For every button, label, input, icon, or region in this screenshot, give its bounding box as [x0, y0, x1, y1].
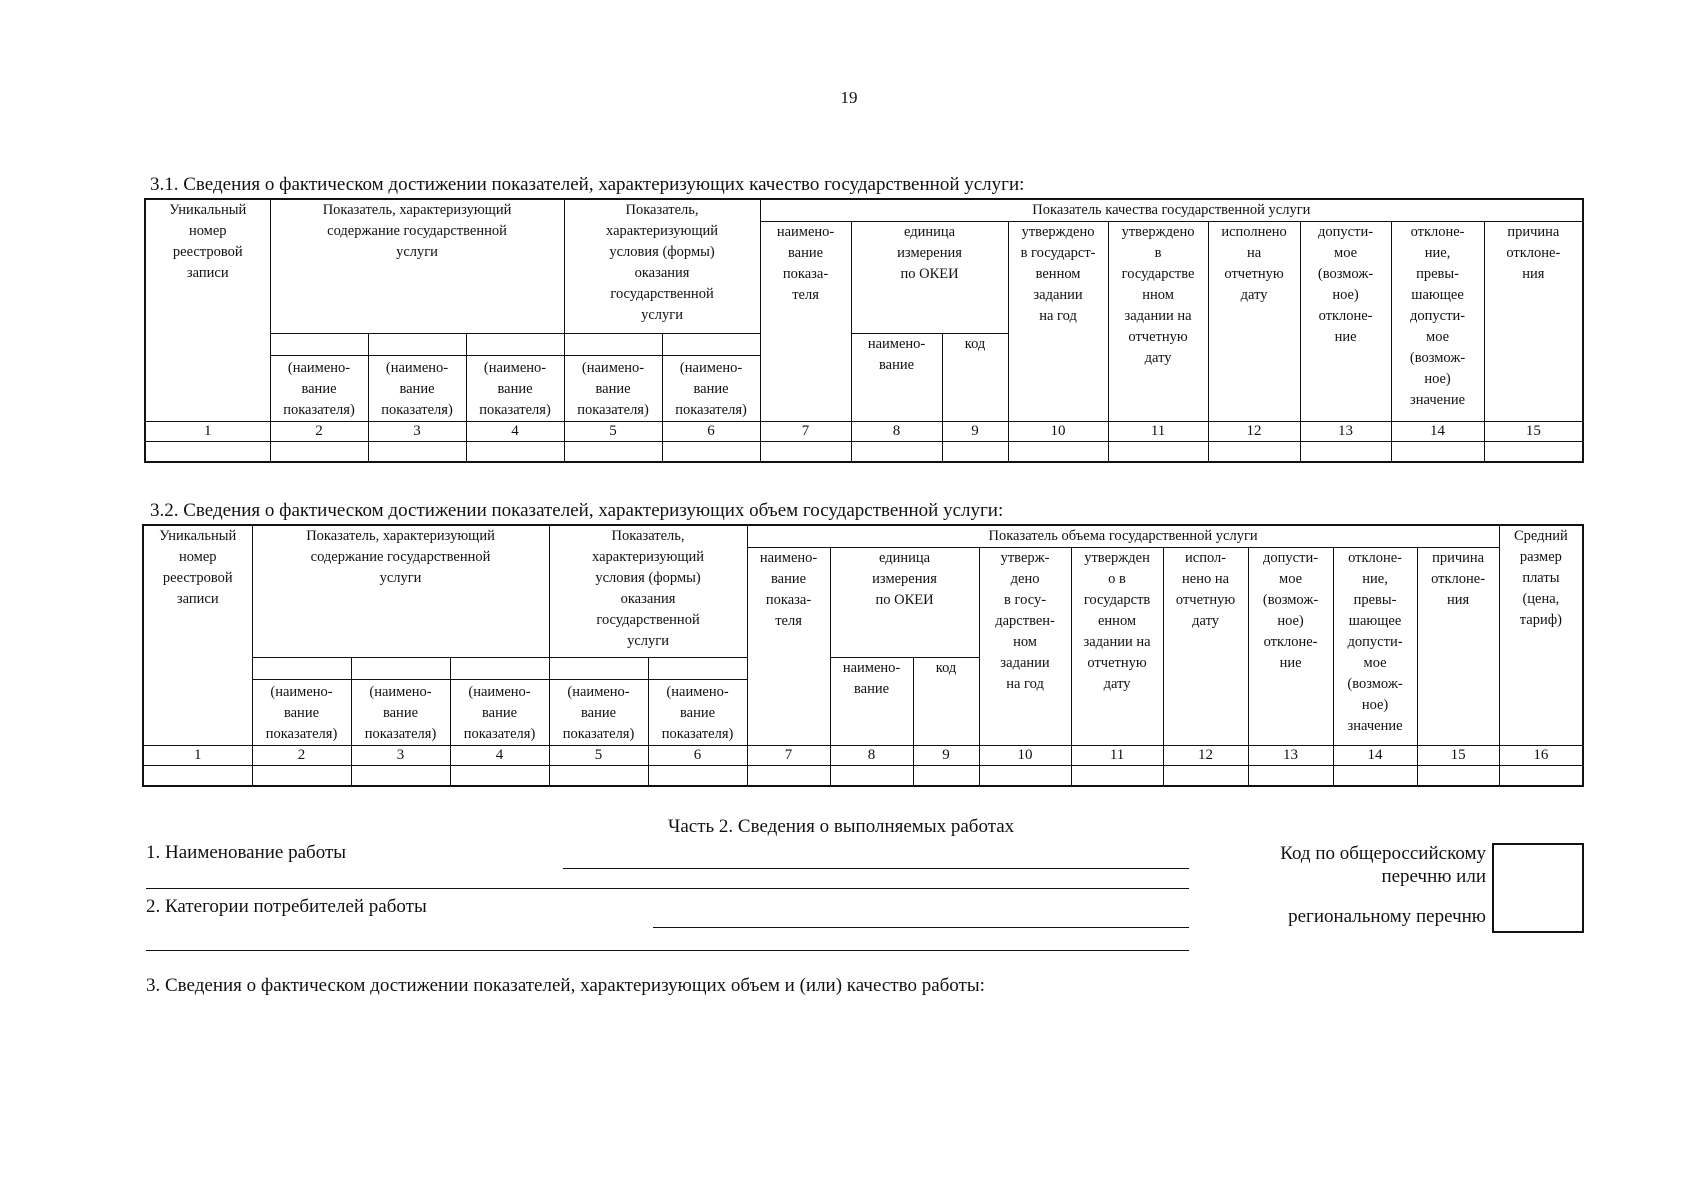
column-number: 1 [145, 422, 270, 442]
page-number: 19 [840, 88, 858, 107]
empty-cell [270, 334, 368, 356]
header-sub-indicator: (наимено- вание показателя) [549, 680, 648, 746]
data-cell[interactable] [1499, 766, 1583, 786]
data-cell[interactable] [1208, 442, 1300, 462]
column-number: 16 [1499, 746, 1583, 766]
column-number: 7 [747, 746, 830, 766]
data-cell[interactable] [351, 766, 450, 786]
column-number: 3 [351, 746, 450, 766]
column-number: 15 [1484, 422, 1583, 442]
header-unit-code: код [942, 334, 1008, 422]
column-number: 8 [851, 422, 942, 442]
column-number: 12 [1208, 422, 1300, 442]
header-unit-name: наимено- вание [851, 334, 942, 422]
data-cell[interactable] [1071, 766, 1163, 786]
header-sub-indicator: (наимено- вание показателя) [662, 356, 760, 422]
empty-cell [466, 334, 564, 356]
header-approved-date: утвержден о в государств енном задании на отчетную дату [1071, 548, 1163, 746]
empty-cell [662, 334, 760, 356]
data-cell[interactable] [1008, 442, 1108, 462]
data-cell[interactable] [145, 442, 270, 462]
work-name-field[interactable] [563, 868, 1189, 869]
header-excess-deviation: отклоне- ние, превы- шающее допусти- мое (возмож- ное) значение [1391, 222, 1484, 422]
data-cell[interactable] [942, 442, 1008, 462]
data-cell[interactable] [368, 442, 466, 462]
header-sub-indicator: (наимено- вание показателя) [351, 680, 450, 746]
header-indicator-name: наимено- вание показа- теля [747, 548, 830, 746]
column-number: 13 [1300, 422, 1391, 442]
header-unit-okei: единица измерения по ОКЕИ [830, 548, 979, 658]
data-cell[interactable] [1248, 766, 1333, 786]
header-allowed-deviation: допусти- мое (возмож- ное) отклоне- ние [1248, 548, 1333, 746]
header-unique-number: Уникальный номер реестровой записи [145, 199, 270, 422]
header-excess-deviation: отклоне- ние, превы- шающее допусти- мое (возмож- ное) значение [1333, 548, 1417, 746]
column-number: 14 [1333, 746, 1417, 766]
header-indicator-name: наимено- вание показа- теля [760, 222, 851, 422]
column-number: 13 [1248, 746, 1333, 766]
header-average-fee: Средний размер платы (цена, тариф) [1499, 525, 1583, 746]
column-number: 1 [143, 746, 252, 766]
data-cell[interactable] [450, 766, 549, 786]
column-number: 5 [564, 422, 662, 442]
column-number: 11 [1108, 422, 1208, 442]
header-approved-year: утверж- дено в госу- дарствен- ном задании на год [979, 548, 1071, 746]
data-cell[interactable] [760, 442, 851, 462]
column-number: 6 [662, 422, 760, 442]
header-unit-name: наимено- вание [830, 658, 913, 746]
header-sub-indicator: (наимено- вание показателя) [450, 680, 549, 746]
section-3-2-title: 3.2. Сведения о фактическом достижении показателей, характеризующих объем государственной услуги: [150, 500, 1004, 521]
column-number: 10 [1008, 422, 1108, 442]
code-label-line-3: региональному перечню [1288, 906, 1486, 927]
data-cell[interactable] [564, 442, 662, 462]
data-cell[interactable] [851, 442, 942, 462]
empty-cell [549, 658, 648, 680]
header-sub-indicator: (наимено- вание показателя) [564, 356, 662, 422]
consumers-field-line-2[interactable] [146, 950, 1189, 951]
quality-indicators-table [144, 198, 1584, 463]
header-unit-code: код [913, 658, 979, 746]
data-cell[interactable] [979, 766, 1071, 786]
empty-cell [351, 658, 450, 680]
section-3-title: 3. Сведения о фактическом достижении показателей, характеризующих объем и (или) качество работы: [146, 975, 985, 996]
header-sub-indicator: (наимено- вание показателя) [466, 356, 564, 422]
data-cell[interactable] [747, 766, 830, 786]
header-executed: исполнено на отчетную дату [1208, 222, 1300, 422]
section-3-1-title: 3.1. Сведения о фактическом достижении показателей, характеризующих качество государственной услуги: [150, 174, 1025, 195]
empty-cell [252, 658, 351, 680]
header-sub-indicator: (наимено- вание показателя) [252, 680, 351, 746]
header-sub-indicator: (наимено- вание показателя) [270, 356, 368, 422]
header-unit-okei: единица измерения по ОКЕИ [851, 222, 1008, 334]
column-number: 6 [648, 746, 747, 766]
column-number: 11 [1071, 746, 1163, 766]
data-cell[interactable] [662, 442, 760, 462]
data-cell[interactable] [1391, 442, 1484, 462]
column-number: 2 [270, 422, 368, 442]
consumers-field[interactable] [653, 927, 1189, 928]
data-cell[interactable] [270, 442, 368, 462]
volume-indicators-table [142, 524, 1584, 787]
header-executed: испол- нено на отчетную дату [1163, 548, 1248, 746]
header-approved-year: утверждено в государст- венном задании на год [1008, 222, 1108, 422]
work-name-label: 1. Наименование работы [146, 842, 347, 863]
empty-cell [648, 658, 747, 680]
column-number: 12 [1163, 746, 1248, 766]
data-cell[interactable] [143, 766, 252, 786]
column-number: 3 [368, 422, 466, 442]
column-number: 7 [760, 422, 851, 442]
code-label-line-1: Код по общероссийскому [1280, 843, 1486, 864]
data-cell[interactable] [1484, 442, 1583, 462]
data-cell[interactable] [549, 766, 648, 786]
header-volume-group: Показатель объема государственной услуги [747, 525, 1499, 548]
header-content-indicator: Показатель, характеризующий содержание государственной услуги [270, 199, 564, 334]
header-deviation-reason: причина отклоне- ния [1417, 548, 1499, 746]
part-2-heading: Часть 2. Сведения о выполняемых работах [668, 816, 1015, 837]
data-cell[interactable] [1417, 766, 1499, 786]
column-number: 4 [450, 746, 549, 766]
data-cell[interactable] [1300, 442, 1391, 462]
column-number: 10 [979, 746, 1071, 766]
empty-cell [368, 334, 466, 356]
column-number: 4 [466, 422, 564, 442]
data-cell[interactable] [648, 766, 747, 786]
data-cell[interactable] [913, 766, 979, 786]
empty-cell [450, 658, 549, 680]
header-unique-number: Уникальный номер реестровой записи [143, 525, 252, 746]
data-cell[interactable] [1108, 442, 1208, 462]
column-number: 2 [252, 746, 351, 766]
data-cell[interactable] [1333, 766, 1417, 786]
consumers-label: 2. Категории потребителей работы [146, 896, 427, 917]
column-number: 8 [830, 746, 913, 766]
column-number: 9 [913, 746, 979, 766]
data-cell[interactable] [1163, 766, 1248, 786]
data-cell[interactable] [466, 442, 564, 462]
work-name-field-line-2[interactable] [146, 888, 1189, 889]
data-cell[interactable] [830, 766, 913, 786]
table-row [145, 442, 1583, 462]
header-conditions-indicator: Показатель, характеризующий условия (формы) оказания государственной услуги [549, 525, 747, 658]
column-number: 15 [1417, 746, 1499, 766]
column-number: 5 [549, 746, 648, 766]
code-input-box[interactable] [1492, 843, 1584, 933]
header-sub-indicator: (наимено- вание показателя) [368, 356, 466, 422]
header-deviation-reason: причина отклоне- ния [1484, 222, 1583, 422]
header-quality-group: Показатель качества государственной услуги [760, 199, 1583, 222]
data-cell[interactable] [252, 766, 351, 786]
header-conditions-indicator: Показатель, характеризующий условия (формы) оказания государственной услуги [564, 199, 760, 334]
column-number: 14 [1391, 422, 1484, 442]
header-approved-date: утверждено в государстве нном задании на отчетную дату [1108, 222, 1208, 422]
header-content-indicator: Показатель, характеризующий содержание государственной услуги [252, 525, 549, 658]
column-number: 9 [942, 422, 1008, 442]
code-label-line-2: перечню или [1381, 866, 1486, 887]
header-sub-indicator: (наимено- вание показателя) [648, 680, 747, 746]
header-allowed-deviation: допусти- мое (возмож- ное) отклоне- ние [1300, 222, 1391, 422]
table-row [143, 766, 1583, 786]
empty-cell [564, 334, 662, 356]
